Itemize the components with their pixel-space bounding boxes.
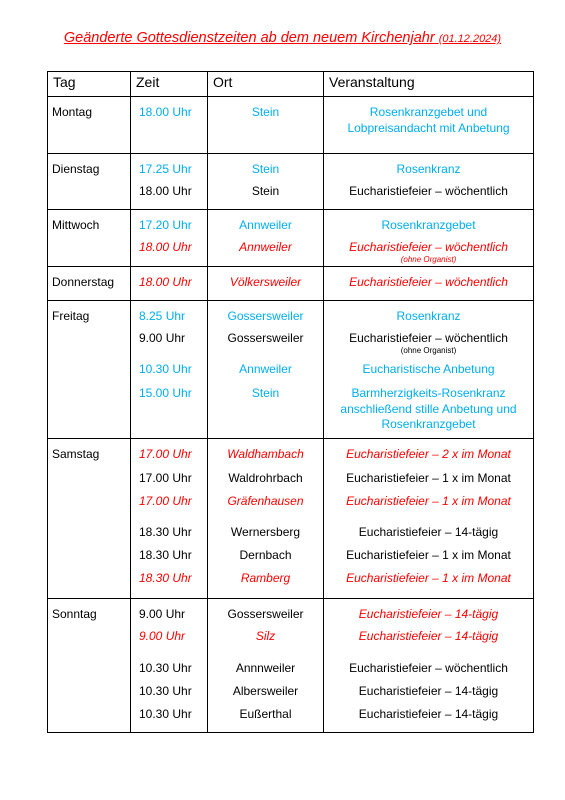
entry-event-text: Eucharistiefeier – 1 x im Monat xyxy=(346,571,511,585)
entry-time xyxy=(131,548,207,562)
entry-event xyxy=(324,661,533,677)
entry-time-text: 18.00 Uhr xyxy=(139,275,192,289)
entry-ort-text: Annweiler xyxy=(239,218,292,232)
day-row-0 xyxy=(48,97,534,154)
entry-time-text: 18.30 Uhr xyxy=(139,571,192,585)
entry-event xyxy=(324,309,533,325)
entry-event-text: Rosenkranzgebet und Lobpreisandacht mit Anbetung xyxy=(347,105,510,135)
entry-ort-text: Stein xyxy=(251,386,280,400)
entry-event xyxy=(328,105,529,136)
entry-time-text: 10.30 Uhr xyxy=(139,684,192,698)
entry-event xyxy=(324,525,533,541)
entry-ort-text: Gräfenhausen xyxy=(227,494,304,508)
entry-ort xyxy=(208,162,323,176)
entry-ort-text: Annweiler xyxy=(239,240,292,254)
entry-ort-text: Waldrohrbach xyxy=(228,471,303,485)
day-row-6 xyxy=(48,599,534,733)
time-cell xyxy=(131,301,208,439)
entry-ort xyxy=(208,548,323,562)
entry-time-text: 17.00 Uhr xyxy=(139,494,192,508)
entry-ort xyxy=(208,184,323,198)
entry-event xyxy=(324,494,533,510)
day-name: Samstag xyxy=(48,439,131,599)
entry-ort xyxy=(208,331,323,345)
day-row-1 xyxy=(48,154,534,210)
entry-time-text: 18.00 Uhr xyxy=(139,184,192,198)
entry-note: (ohne Organist) xyxy=(400,345,457,355)
entry-event-text: Eucharistiefeier – 1 x im Monat xyxy=(346,471,511,485)
header-zeit: Zeit xyxy=(131,72,208,97)
entry-time xyxy=(131,309,207,323)
entry-ort-text: Waldhambach xyxy=(227,447,304,461)
entry-time-text: 9.00 Uhr xyxy=(139,331,186,345)
entry-ort-text: Gossersweiler xyxy=(227,331,304,345)
day-name: Freitag xyxy=(48,301,131,439)
entry-note: (ohne Organist) xyxy=(400,254,457,264)
entry-time xyxy=(131,525,207,539)
entry-event xyxy=(324,331,533,356)
time-cell xyxy=(131,599,208,733)
entry-event xyxy=(324,629,533,645)
entry-ort-text: Ramberg xyxy=(240,571,291,585)
entry-time-text: 17.00 Uhr xyxy=(139,471,192,485)
entry-event-text: Eucharistiefeier – wöchentlich xyxy=(349,661,508,675)
entry-time xyxy=(131,494,207,508)
entry-event xyxy=(324,471,533,487)
day-name: Donnerstag xyxy=(48,267,131,301)
entry-ort xyxy=(208,240,323,254)
time-cell xyxy=(131,267,208,301)
entry-ort xyxy=(208,525,323,539)
header-veranstaltung: Veranstaltung xyxy=(324,72,534,97)
entry-ort xyxy=(208,362,323,376)
day-row-5 xyxy=(48,439,534,599)
entry-ort-text: Stein xyxy=(251,105,280,119)
entry-event-text: Eucharistiefeier – 1 x im Monat xyxy=(346,548,511,562)
event-cell xyxy=(324,599,534,733)
entry-ort xyxy=(208,707,323,721)
entry-event xyxy=(324,184,533,200)
entry-event-text: Eucharistiefeier – 1 x im Monat xyxy=(346,494,511,508)
event-cell xyxy=(324,210,534,267)
entry-time xyxy=(131,684,207,698)
entry-event-text: Eucharistiefeier – wöchentlich xyxy=(349,240,508,254)
entry-event-text: Rosenkranzgebet xyxy=(381,218,476,232)
entry-ort xyxy=(208,471,323,485)
entry-ort-text: Annnweiler xyxy=(235,661,296,675)
entry-event-text: Eucharistiefeier – wöchentlich xyxy=(349,275,508,289)
entry-time-text: 18.30 Uhr xyxy=(139,548,192,562)
ort-cell xyxy=(208,439,324,599)
entry-time xyxy=(131,331,207,345)
entry-event xyxy=(324,607,533,623)
ort-cell xyxy=(208,267,324,301)
entry-ort-text: Silz xyxy=(255,629,276,643)
entry-ort-text: Gossersweiler xyxy=(227,607,304,621)
entry-event-text: Eucharistiefeier – wöchentlich xyxy=(349,184,508,198)
entry-event xyxy=(324,447,533,463)
entry-ort xyxy=(208,218,323,232)
entry-time-text: 9.00 Uhr xyxy=(139,607,186,621)
entry-time xyxy=(131,218,207,232)
day-row-2 xyxy=(48,210,534,267)
entry-ort-text: Annweiler xyxy=(239,362,292,376)
day-row-3 xyxy=(48,267,534,301)
title-date: (01.12.2024) xyxy=(438,33,502,45)
title-main: Geänderte Gottesdienstzeiten ab dem neuem Kirchenjahr xyxy=(63,30,435,46)
entry-event-text: Rosenkranz xyxy=(396,162,461,176)
entry-ort xyxy=(208,275,323,289)
schedule-table xyxy=(47,71,534,733)
entry-time xyxy=(131,184,207,198)
time-cell xyxy=(131,439,208,599)
ort-cell xyxy=(208,97,324,154)
entry-event-text: Eucharistiefeier – 14-tägig xyxy=(358,707,499,721)
entry-ort-text: Eußerthal xyxy=(239,707,292,721)
entry-event-text: Eucharistiefeier – 14-tägig xyxy=(358,525,499,539)
entry-ort xyxy=(208,386,323,400)
entry-event xyxy=(324,240,533,265)
entry-event-text: Eucharistische Anbetung xyxy=(362,362,495,376)
ort-cell xyxy=(208,154,324,210)
day-name: Mittwoch xyxy=(48,210,131,267)
day-row-4 xyxy=(48,301,534,439)
entry-ort xyxy=(208,105,323,119)
entry-event-text: Rosenkranz xyxy=(396,309,461,323)
ort-cell xyxy=(208,210,324,267)
entry-time-text: 10.30 Uhr xyxy=(139,362,192,376)
entry-ort-text: Wernersberg xyxy=(230,525,301,539)
day-name: Dienstag xyxy=(48,154,131,210)
header-tag: Tag xyxy=(48,72,131,97)
entry-time xyxy=(131,447,207,461)
entry-ort xyxy=(208,661,323,675)
day-name: Montag xyxy=(48,97,131,154)
header-row xyxy=(48,72,534,97)
entry-event xyxy=(324,162,533,178)
entry-event xyxy=(324,684,533,700)
entry-ort-text: Stein xyxy=(251,162,280,176)
entry-event xyxy=(324,548,533,564)
entry-ort xyxy=(208,447,323,461)
entry-time xyxy=(131,629,207,643)
ort-cell xyxy=(208,599,324,733)
schedule-body xyxy=(48,97,534,733)
entry-event-text: Eucharistiefeier – wöchentlich xyxy=(349,331,508,345)
page-title xyxy=(0,30,565,46)
entry-event xyxy=(324,571,533,587)
entry-event xyxy=(324,362,533,378)
entry-event xyxy=(324,275,533,291)
entry-time-text: 9.00 Uhr xyxy=(139,629,186,643)
entry-ort xyxy=(208,571,323,585)
event-cell xyxy=(324,267,534,301)
entry-time-text: 17.25 Uhr xyxy=(139,162,192,176)
entry-time-text: 17.20 Uhr xyxy=(139,218,192,232)
entry-time xyxy=(131,607,207,621)
event-cell xyxy=(324,439,534,599)
entry-ort xyxy=(208,684,323,698)
entry-event xyxy=(328,386,529,433)
entry-event xyxy=(324,707,533,723)
day-name: Sonntag xyxy=(48,599,131,733)
entry-ort-text: Völkersweiler xyxy=(229,275,302,289)
event-cell xyxy=(324,154,534,210)
event-cell xyxy=(324,301,534,439)
entry-time-text: 17.00 Uhr xyxy=(139,447,192,461)
entry-event-text: Eucharistiefeier – 2 x im Monat xyxy=(346,447,511,461)
entry-ort-text: Gossersweiler xyxy=(227,309,304,323)
entry-ort xyxy=(208,494,323,508)
entry-ort-text: Stein xyxy=(251,184,280,198)
entry-time-text: 18.00 Uhr xyxy=(139,240,192,254)
entry-time-text: 10.30 Uhr xyxy=(139,707,192,721)
entry-event-text: Barmherzigkeits-Rosenkranz anschließend stille Anbetung und Rosenkranzgebet xyxy=(340,386,517,431)
entry-ort xyxy=(208,309,323,323)
entry-ort-text: Albersweiler xyxy=(232,684,299,698)
entry-time xyxy=(131,661,207,675)
entry-event-text: Eucharistiefeier – 14-tägig xyxy=(358,607,499,621)
time-cell xyxy=(131,154,208,210)
entry-time xyxy=(131,707,207,721)
entry-time-text: 18.00 Uhr xyxy=(139,105,192,119)
entry-ort xyxy=(208,607,323,621)
ort-cell xyxy=(208,301,324,439)
entry-time-text: 10.30 Uhr xyxy=(139,661,192,675)
entry-time-text: 15.00 Uhr xyxy=(139,386,192,400)
entry-time xyxy=(131,240,207,254)
entry-time-text: 8.25 Uhr xyxy=(139,309,186,323)
entry-time xyxy=(131,105,207,119)
entry-time xyxy=(131,362,207,376)
entry-time xyxy=(131,471,207,485)
entry-ort xyxy=(208,629,323,643)
event-cell xyxy=(324,97,534,154)
time-cell xyxy=(131,210,208,267)
entry-time-text: 18.30 Uhr xyxy=(139,525,192,539)
entry-time xyxy=(131,386,207,400)
entry-event-text: Eucharistiefeier – 14-tägig xyxy=(358,684,499,698)
entry-time xyxy=(131,571,207,585)
entry-event-text: Eucharistiefeier – 14-tägig xyxy=(358,629,499,643)
entry-time xyxy=(131,275,207,289)
entry-event xyxy=(324,218,533,234)
entry-time xyxy=(131,162,207,176)
header-ort: Ort xyxy=(208,72,324,97)
entry-ort-text: Dernbach xyxy=(239,548,292,562)
time-cell xyxy=(131,97,208,154)
